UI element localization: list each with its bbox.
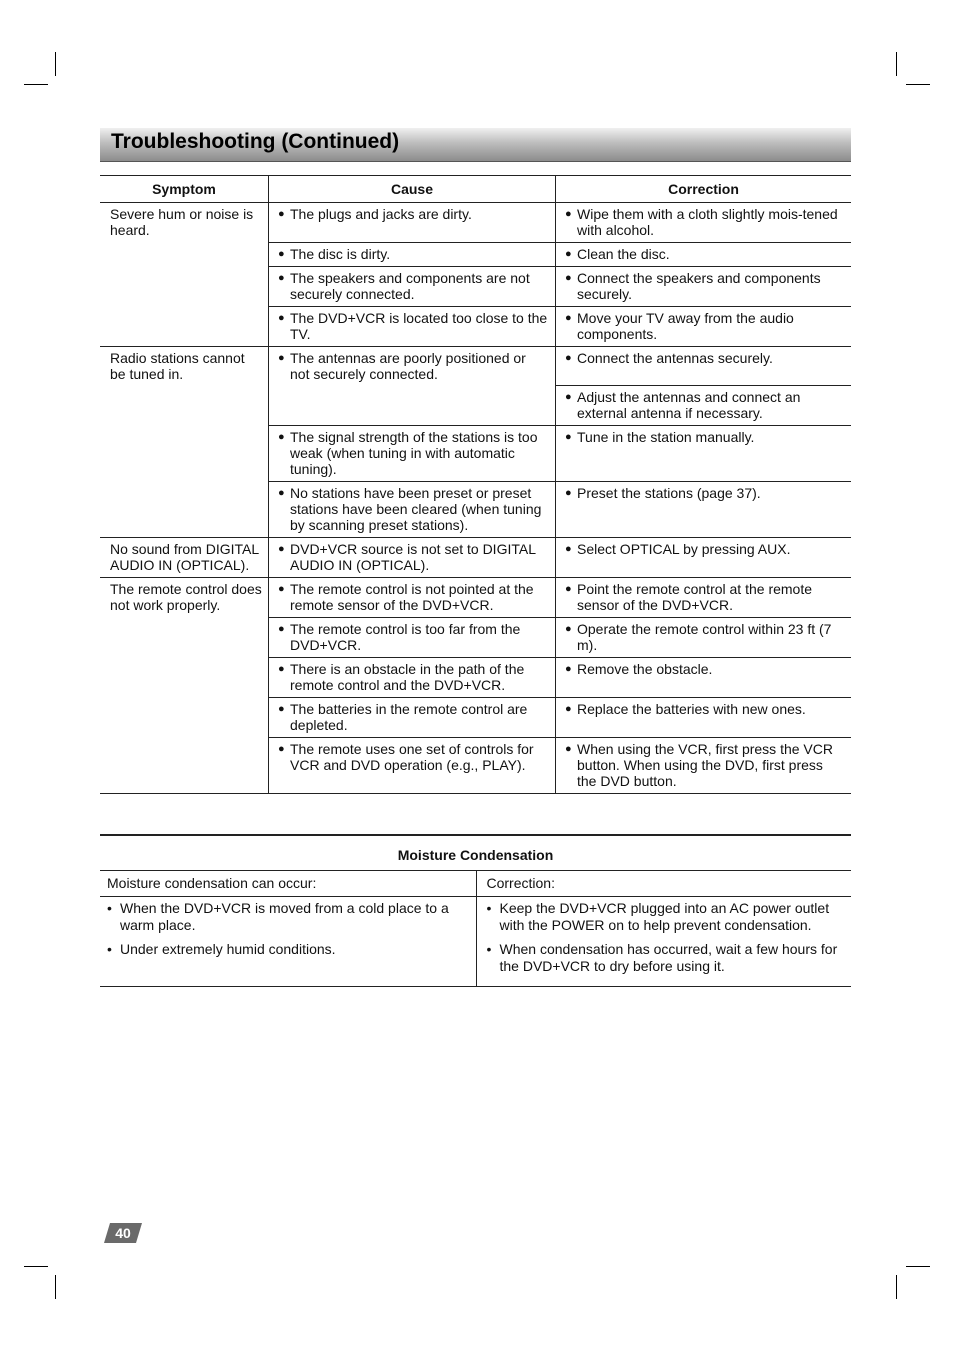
correction-text: Tune in the station manually. bbox=[577, 429, 755, 445]
cause-cell bbox=[269, 658, 556, 698]
bullet-icon: ● bbox=[565, 208, 572, 220]
bullet-icon: ● bbox=[278, 312, 285, 324]
correction-cell bbox=[556, 698, 852, 738]
correction-text: Wipe them with a cloth slightly mois-tened with alcohol. bbox=[577, 206, 838, 238]
bullet-icon: ● bbox=[278, 272, 285, 284]
cause-text: There is an obstacle in the path of the remote control and the DVD+VCR. bbox=[290, 661, 525, 693]
correction-text: When using the VCR, first press the VCR button. When using the DVD, first press the DVD button. bbox=[577, 741, 833, 789]
bullet-icon: ● bbox=[278, 352, 285, 364]
bullet-icon: ● bbox=[565, 248, 572, 260]
cause-cell bbox=[269, 203, 556, 243]
moisture-correction-header: Correction: bbox=[477, 871, 852, 897]
bullet-icon: ● bbox=[278, 431, 285, 443]
cause-text: The remote control is too far from the DVD+VCR. bbox=[290, 621, 521, 653]
bullet-icon: ● bbox=[278, 248, 285, 260]
page-title: Troubleshooting (Continued) bbox=[111, 130, 400, 153]
moisture-occur-column bbox=[100, 871, 476, 986]
list-item bbox=[487, 941, 842, 975]
bullet-icon: ● bbox=[565, 543, 572, 555]
symptom-cell: Radio stations cannot be tuned in. bbox=[100, 347, 269, 538]
bullet-icon: ● bbox=[278, 543, 285, 555]
cause-cell bbox=[269, 538, 556, 578]
bullet-icon: ● bbox=[565, 272, 572, 284]
troubleshooting-table bbox=[100, 175, 851, 794]
bullet-icon: • bbox=[107, 941, 112, 957]
correction-header: Correction bbox=[556, 176, 852, 203]
correction-cell bbox=[556, 307, 852, 347]
symptom-header: Symptom bbox=[100, 176, 269, 203]
cause-text: The speakers and components are not securely connected. bbox=[290, 270, 530, 302]
table-row bbox=[100, 538, 851, 578]
correction-text: Adjust the antennas and connect an external antenna if necessary. bbox=[577, 389, 801, 421]
bullet-icon: ● bbox=[278, 208, 285, 220]
list-item bbox=[487, 900, 842, 934]
cause-cell bbox=[269, 738, 556, 794]
title-bar bbox=[100, 128, 851, 162]
table-header-row bbox=[100, 176, 851, 203]
correction-cell bbox=[556, 538, 852, 578]
bullet-icon: ● bbox=[565, 583, 572, 595]
correction-cell bbox=[556, 426, 852, 482]
cause-text: The plugs and jacks are dirty. bbox=[290, 206, 472, 222]
crop-mark bbox=[896, 1275, 897, 1299]
crop-mark bbox=[906, 84, 930, 85]
cause-text: The signal strength of the stations is too weak (when tuning in with automatic tuning). bbox=[290, 429, 538, 477]
moisture-occur-list bbox=[100, 897, 476, 986]
crop-mark bbox=[24, 84, 48, 85]
cause-cell bbox=[269, 482, 556, 538]
correction-text: Preset the stations (page 37). bbox=[577, 485, 761, 501]
bullet-icon: ● bbox=[278, 743, 285, 755]
list-item-text: Under extremely humid conditions. bbox=[120, 941, 336, 957]
bullet-icon: ● bbox=[565, 487, 572, 499]
correction-cell bbox=[556, 347, 852, 386]
symptom-cell: Severe hum or noise is heard. bbox=[100, 203, 269, 347]
correction-cell bbox=[556, 243, 852, 267]
bullet-icon: ● bbox=[278, 583, 285, 595]
bullet-icon: ● bbox=[565, 352, 572, 364]
cause-cell bbox=[269, 698, 556, 738]
list-item-text: When condensation has occurred, wait a few hours for the DVD+VCR to dry before using it. bbox=[499, 941, 838, 974]
table-row bbox=[100, 347, 851, 386]
crop-mark bbox=[55, 52, 56, 76]
correction-cell bbox=[556, 658, 852, 698]
correction-cell bbox=[556, 618, 852, 658]
cause-text: The antennas are poorly positioned or not securely connected. bbox=[290, 350, 526, 382]
correction-cell bbox=[556, 578, 852, 618]
list-item-text: When the DVD+VCR is moved from a cold place to a warm place. bbox=[120, 900, 449, 933]
cause-cell bbox=[269, 618, 556, 658]
moisture-title: Moisture Condensation bbox=[100, 836, 851, 871]
cause-text: The remote uses one set of controls for VCR and DVD operation (e.g., PLAY). bbox=[290, 741, 534, 773]
correction-cell bbox=[556, 203, 852, 243]
bullet-icon: • bbox=[107, 900, 112, 916]
bullet-icon: ● bbox=[565, 743, 572, 755]
cause-text: The DVD+VCR is located too close to the TV. bbox=[290, 310, 548, 342]
correction-cell bbox=[556, 267, 852, 307]
cause-text: DVD+VCR source is not set to DIGITAL AUDIO IN (OPTICAL). bbox=[290, 541, 536, 573]
moisture-correction-list bbox=[477, 897, 852, 986]
crop-mark bbox=[24, 1266, 48, 1267]
bullet-icon: ● bbox=[565, 312, 572, 324]
correction-cell bbox=[556, 482, 852, 538]
cause-cell bbox=[269, 578, 556, 618]
list-item-text: Keep the DVD+VCR plugged into an AC power outlet with the POWER on to help prevent condensation. bbox=[499, 900, 830, 933]
bullet-icon: ● bbox=[565, 623, 572, 635]
cause-cell bbox=[269, 267, 556, 307]
correction-text: Connect the speakers and components securely. bbox=[577, 270, 821, 302]
bullet-icon: • bbox=[486, 941, 492, 957]
moisture-occur-header: Moisture condensation can occur: bbox=[100, 871, 476, 897]
bullet-icon: ● bbox=[565, 431, 572, 443]
symptom-cell: The remote control does not work properly. bbox=[100, 578, 269, 794]
bullet-icon: ● bbox=[565, 391, 572, 403]
cause-header: Cause bbox=[269, 176, 556, 203]
cause-text: No stations have been preset or preset stations have been cleared (when tuning by scanning preset stations). bbox=[290, 485, 542, 533]
bullet-icon: ● bbox=[278, 663, 285, 675]
symptom-cell: No sound from DIGITAL AUDIO IN (OPTICAL). bbox=[100, 538, 269, 578]
bullet-icon: ● bbox=[278, 487, 285, 499]
bullet-icon: • bbox=[486, 900, 492, 916]
correction-text: Move your TV away from the audio components. bbox=[577, 310, 794, 342]
correction-text: Select OPTICAL by pressing AUX. bbox=[577, 541, 791, 557]
crop-mark bbox=[896, 52, 897, 76]
crop-mark bbox=[55, 1275, 56, 1299]
correction-cell bbox=[556, 386, 852, 426]
moisture-correction-column bbox=[476, 871, 852, 986]
crop-mark bbox=[906, 1266, 930, 1267]
table-row bbox=[100, 203, 851, 243]
list-item bbox=[107, 900, 466, 934]
moisture-columns bbox=[100, 871, 851, 986]
cause-text: The batteries in the remote control are depleted. bbox=[290, 701, 528, 733]
correction-text: Replace the batteries with new ones. bbox=[577, 701, 806, 717]
correction-text: Remove the obstacle. bbox=[577, 661, 713, 677]
bullet-icon: ● bbox=[278, 703, 285, 715]
moisture-condensation-box bbox=[100, 834, 851, 987]
list-item bbox=[107, 941, 466, 958]
page-number: 40 bbox=[115, 1225, 131, 1241]
bullet-icon: ● bbox=[278, 623, 285, 635]
cause-cell bbox=[269, 347, 556, 426]
correction-text: Clean the disc. bbox=[577, 246, 670, 262]
cause-cell bbox=[269, 426, 556, 482]
cause-cell bbox=[269, 307, 556, 347]
bullet-icon: ● bbox=[565, 703, 572, 715]
correction-text: Connect the antennas securely. bbox=[577, 350, 773, 366]
correction-text: Operate the remote control within 23 ft (7 m). bbox=[577, 621, 832, 653]
bullet-icon: ● bbox=[565, 663, 572, 675]
cause-text: The remote control is not pointed at the remote sensor of the DVD+VCR. bbox=[290, 581, 534, 613]
correction-cell bbox=[556, 738, 852, 794]
correction-text: Point the remote control at the remote sensor of the DVD+VCR. bbox=[577, 581, 813, 613]
cause-text: The disc is dirty. bbox=[290, 246, 391, 262]
page-number-badge bbox=[103, 1222, 143, 1244]
cause-cell bbox=[269, 243, 556, 267]
table-row bbox=[100, 578, 851, 618]
